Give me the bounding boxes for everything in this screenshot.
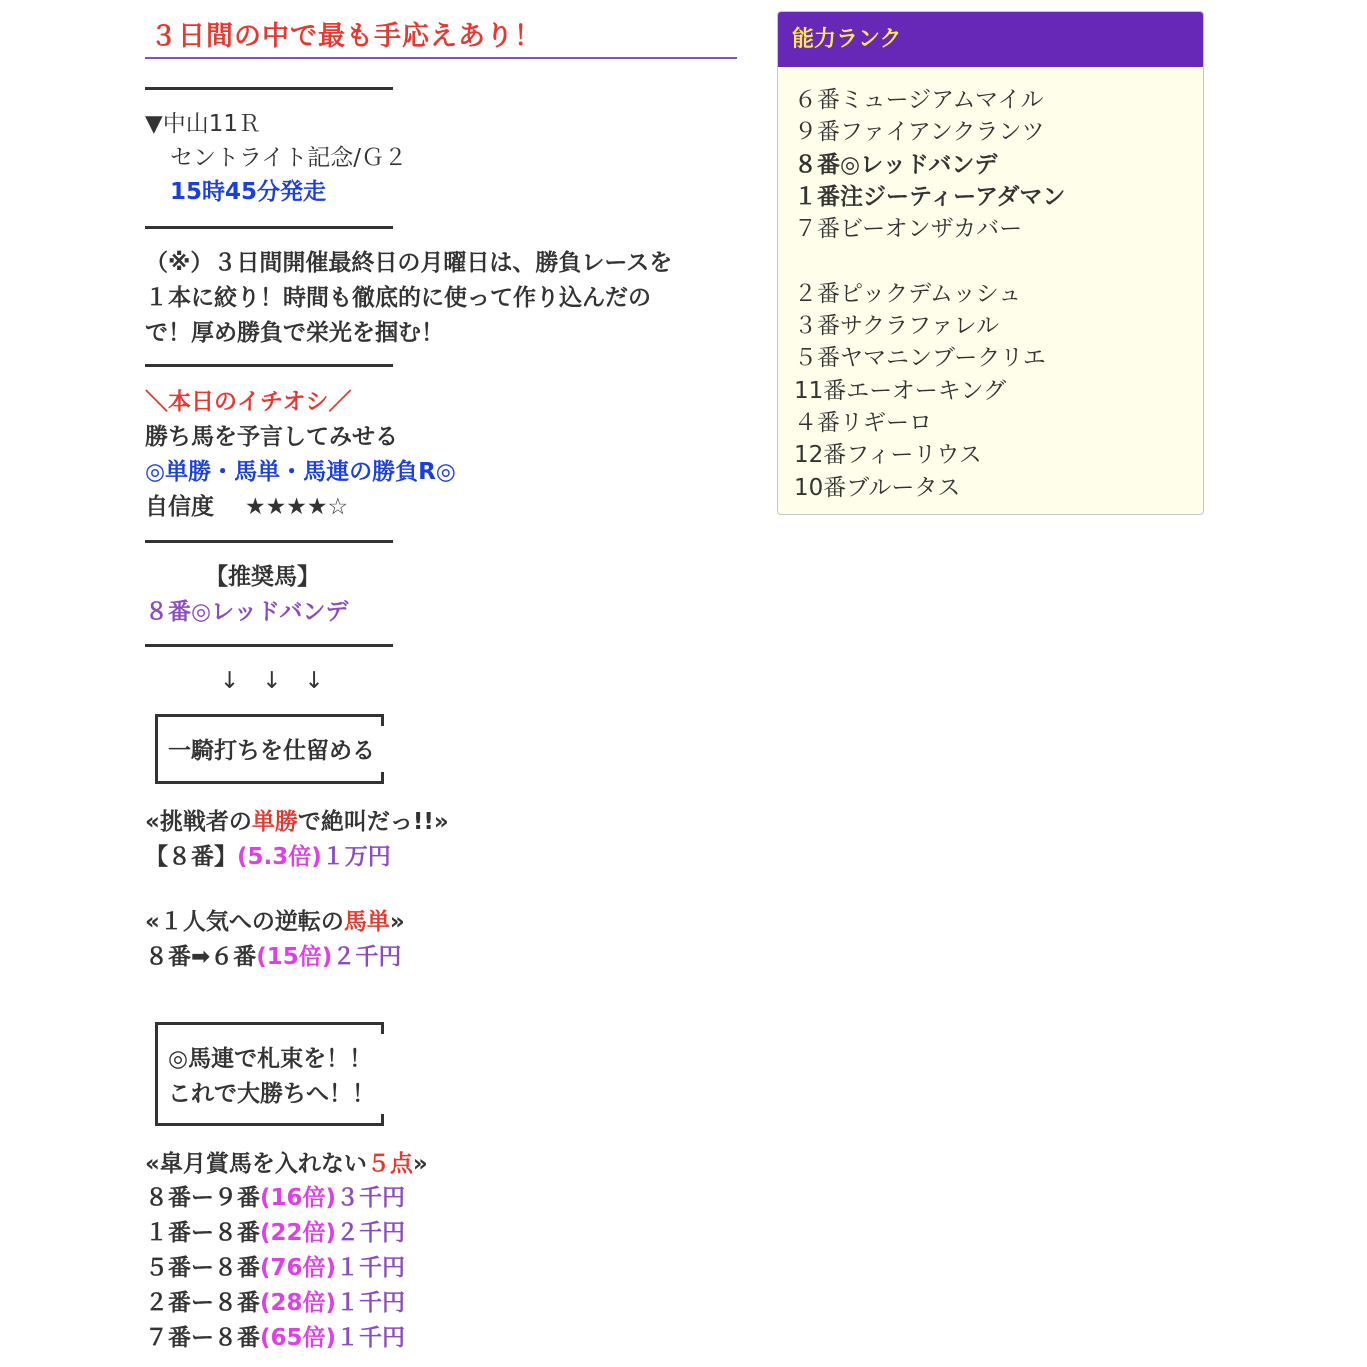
- bet-stake: １千円: [336, 1255, 406, 1281]
- pick-bet-types: ◎単勝・馬単・馬連の勝負R◎: [145, 459, 456, 485]
- rank-item: 11番エーオーキング: [794, 378, 1007, 404]
- callout-text: 一騎打ちを仕留める: [168, 738, 375, 764]
- rank-item: ３番サクラファレル: [794, 313, 1000, 339]
- win-bet-row: [145, 842, 391, 872]
- win-header-pre: «挑戦者の: [145, 809, 252, 835]
- quinella-bet-row: [145, 1183, 405, 1213]
- pick-label: ＼本日のイチオシ／: [145, 389, 352, 415]
- bet-odds: (65倍): [260, 1325, 337, 1351]
- bet-stake: １万円: [321, 844, 391, 870]
- quinella-header-pre: «皐月賞馬を入れない: [145, 1151, 367, 1177]
- bet-odds: (5.3倍): [237, 844, 322, 870]
- bet-odds: (28倍): [260, 1290, 337, 1316]
- divider: [145, 540, 393, 543]
- note-line: （※）３日間開催最終日の月曜日は、勝負レースを: [145, 250, 673, 276]
- bet-stake: ３千円: [336, 1185, 406, 1211]
- win-header-emph: 単勝: [251, 809, 298, 835]
- bet-combo: ５番ー８番: [145, 1255, 260, 1281]
- win-header: [145, 807, 449, 837]
- rank-item: 10番ブルータス: [794, 475, 961, 501]
- quinella-bet-row: [145, 1218, 405, 1248]
- ability-rank-title: 能力ランク: [778, 12, 1203, 67]
- confidence-row: [145, 492, 348, 522]
- ability-rank-panel: [777, 11, 1204, 515]
- bet-odds: (16倍): [260, 1185, 337, 1211]
- rank-item: ９番ファイアンクランツ: [794, 119, 1045, 145]
- exacta-header-pre: «１人気への逆転の: [145, 909, 344, 935]
- divider: [145, 226, 393, 229]
- quinella-header-post: »: [412, 1151, 428, 1177]
- quinella-bet-row: [145, 1253, 405, 1283]
- rank-item-pick: ８番◎レッドバンデ: [794, 152, 998, 178]
- arrows: ↓ ↓ ↓: [220, 668, 324, 694]
- quinella-bet-row: [145, 1288, 405, 1318]
- quinella-header: [145, 1149, 428, 1179]
- quinella-header-emph: ５点: [366, 1151, 413, 1177]
- exacta-header-emph: 馬単: [343, 909, 390, 935]
- bet-combo: ２番ー８番: [145, 1290, 260, 1316]
- callout-box: [155, 1022, 384, 1126]
- rank-item-caution: １番注ジーティーアダマン: [794, 184, 1066, 210]
- confidence-stars: ★★★★☆: [245, 494, 349, 520]
- win-header-post: で絶叫だっ!!»: [297, 809, 449, 835]
- pick-tagline: 勝ち馬を予言してみせる: [145, 424, 398, 450]
- bet-combo: 【８番】: [145, 844, 237, 870]
- rank-item: ４番リギーロ: [794, 410, 932, 436]
- race-start-time: 15時45分発走: [170, 179, 327, 205]
- rank-item: 12番フィーリウス: [794, 442, 982, 468]
- recommended-horse: ８番◎レッドバンデ: [145, 599, 349, 625]
- divider: [145, 87, 393, 90]
- callout-text: ◎馬連で札束を！！: [168, 1046, 373, 1072]
- rank-item: ２番ピックデムッシュ: [794, 281, 1022, 307]
- race-name: セントライト記念/Ｇ２: [170, 145, 408, 171]
- divider: [145, 644, 393, 647]
- bet-stake: ２千円: [336, 1220, 406, 1246]
- bet-stake: ２千円: [332, 944, 402, 970]
- rank-item: ６番ミュージアムマイル: [794, 87, 1044, 113]
- bet-odds: (22倍): [260, 1220, 337, 1246]
- bet-odds: (15倍): [256, 944, 333, 970]
- bet-combo: １番ー８番: [145, 1220, 260, 1246]
- rank-item: ５番ヤマニンブークリエ: [794, 345, 1046, 371]
- confidence-label: 自信度: [145, 494, 237, 520]
- headline: ３日間の中で最も手応えあり！: [150, 21, 542, 52]
- exacta-header-post: »: [389, 909, 405, 935]
- note-line: １本に絞り！時間も徹底的に使って作り込んだの: [145, 285, 651, 311]
- headline-divider: [145, 57, 737, 59]
- rank-item: ７番ビーオンザカバー: [794, 216, 1023, 242]
- bet-stake: １千円: [336, 1290, 406, 1316]
- divider: [145, 364, 393, 367]
- bet-combo: ８番ー９番: [145, 1185, 260, 1211]
- bet-combo: ７番ー８番: [145, 1325, 260, 1351]
- note-line: で！厚め勝負で栄光を掴む！: [145, 320, 444, 346]
- bet-stake: １千円: [336, 1325, 406, 1351]
- exacta-header: [145, 907, 405, 937]
- recommended-label: 【推奨馬】: [205, 564, 320, 590]
- exacta-bet-row: [145, 942, 401, 972]
- bet-odds: (76倍): [260, 1255, 337, 1281]
- bet-combo: ８番➡６番: [145, 944, 257, 970]
- callout-text: これで大勝ちへ！！: [168, 1081, 375, 1107]
- quinella-bet-row: [145, 1323, 405, 1353]
- race-venue: ▼中山11Ｒ: [145, 111, 261, 137]
